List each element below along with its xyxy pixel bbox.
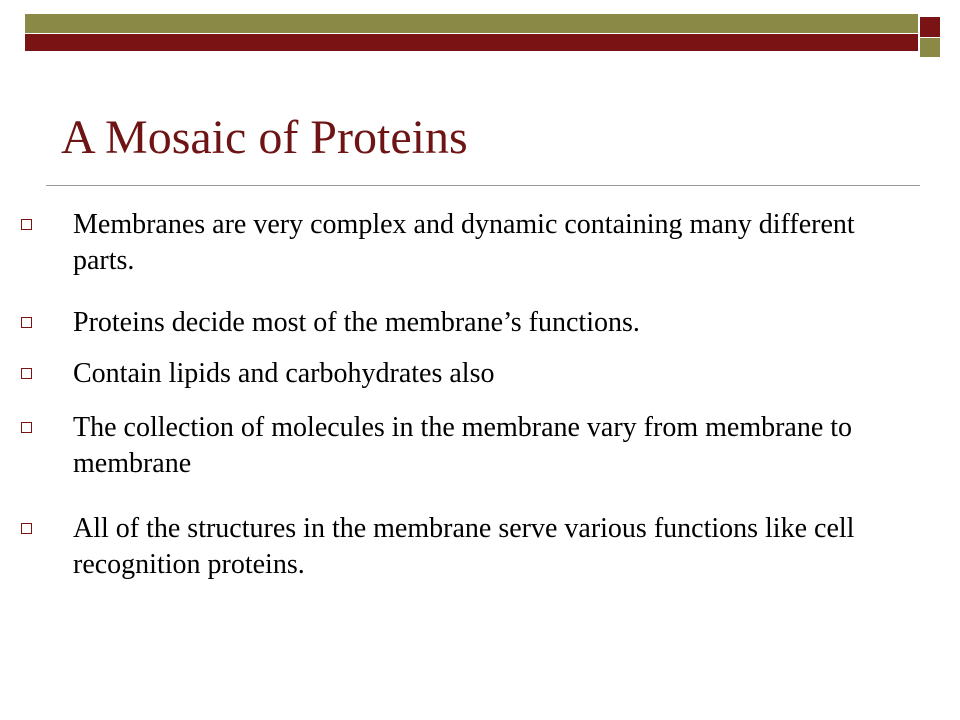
corner-square-red [920,17,940,37]
hollow-square-icon [21,317,32,328]
header-bar-red [25,34,918,51]
bullet-item [73,207,923,279]
bullet-text: All of the structures in the membrane serve various functions like cell recognition proteins. [73,513,855,580]
slide-title: A Mosaic of Proteins [61,111,468,164]
bullet-text: Membranes are very complex and dynamic containing many different parts. [73,209,855,276]
bullet-text: The collection of molecules in the membrane vary from membrane to membrane [73,412,853,479]
hollow-square-icon [21,219,32,230]
bullet-item [73,410,923,482]
hollow-square-icon [21,523,32,534]
hollow-square-icon [21,422,32,433]
bullet-text: Proteins decide most of the membrane’s functions. [73,307,640,338]
title-divider [46,185,920,186]
bullet-item [73,511,923,583]
bullet-text: Contain lipids and carbohydrates also [73,358,495,389]
hollow-square-icon [21,368,32,379]
header-bar-olive [25,14,918,33]
bullet-item [73,305,923,341]
bullet-item [73,356,923,392]
corner-square-olive [920,38,940,57]
